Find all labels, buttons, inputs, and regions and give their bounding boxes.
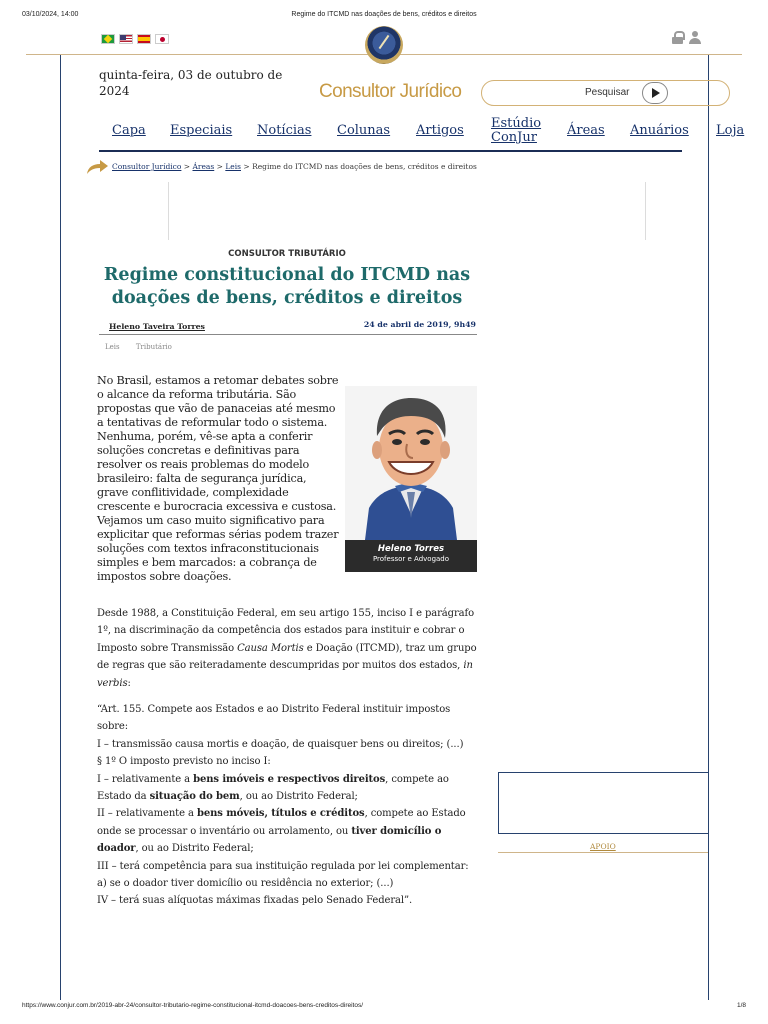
user-icon[interactable] xyxy=(689,31,701,44)
article-legal-quote xyxy=(97,701,477,910)
quote-text: , ou ao Distrito Federal; xyxy=(135,843,254,855)
quote-bold: bens imóveis e respectivos direitos xyxy=(193,773,386,785)
nav-loja[interactable]: Loja xyxy=(716,123,745,138)
article-kicker[interactable]: CONSULTOR TRIBUTÁRIO xyxy=(228,249,346,259)
search-box[interactable] xyxy=(481,80,730,106)
portrait-caption-name: Heleno Torres xyxy=(377,544,445,554)
ad-slot-border-right xyxy=(645,182,646,240)
flag-japan-icon[interactable] xyxy=(155,34,169,44)
sidebar-ad-box xyxy=(498,772,708,834)
tag-leis[interactable]: Leis xyxy=(105,343,120,351)
flag-spain-icon[interactable] xyxy=(137,34,151,44)
paragraph-text: : xyxy=(127,677,131,689)
nav-anuarios[interactable]: Anuários xyxy=(630,123,689,138)
breadcrumb-separator: > xyxy=(243,162,250,171)
nav-capa[interactable]: Capa xyxy=(112,123,146,138)
quote-line xyxy=(97,805,477,857)
paragraph-emphasis: Causa Mortis xyxy=(237,642,304,654)
frame-left-line xyxy=(60,55,61,1000)
quote-bold: tiver domicílio o doador xyxy=(97,825,442,855)
paragraph-text: Desde 1988, a Constituição Federal, em seu artigo 155, inciso I e parágrafo 1º, na discriminação da competência dos estados para instituir e cobrar o Imposto sobre Transmissão xyxy=(97,608,475,654)
portrait-caption-role: Professor e Advogado xyxy=(372,555,450,563)
brand-logo[interactable]: Consultor Jurídico xyxy=(319,81,462,102)
breadcrumb-current: Regime do ITCMD nas doações de bens, créditos e direitos xyxy=(252,162,477,171)
quote-text: , compete ao Estado da xyxy=(97,773,449,803)
search-label[interactable]: Pesquisar xyxy=(585,87,630,98)
paragraph-text: e Doação (ITCMD), traz um grupo de regras que são reiteradamente descumpridas por muitos dos estados, xyxy=(97,642,477,672)
nav-noticias[interactable]: Notícias xyxy=(257,123,312,138)
quote-text: , compete ao Estado onde se processar o inventário ou arrolamento, ou xyxy=(97,808,466,837)
byline-divider xyxy=(99,334,477,335)
frame-right-line xyxy=(708,55,709,1000)
nav-colunas[interactable]: Colunas xyxy=(337,123,391,138)
quote-line xyxy=(97,771,477,806)
flag-usa-icon[interactable] xyxy=(119,34,133,44)
quote-line: a) se o doador tiver domicílio ou residência no exterior; (...) xyxy=(97,878,394,890)
print-url: https://www.conjur.com.br/2019-abr-24/consultor-tributario-regime-constitucional-itcmd-doacoes-bens-creditos-direitos/ xyxy=(22,1002,364,1009)
breadcrumb-link-leis[interactable]: Leis xyxy=(225,162,241,171)
nav-underline xyxy=(99,150,682,152)
flag-brazil-icon[interactable] xyxy=(101,34,115,44)
lock-icon[interactable] xyxy=(672,31,683,44)
quote-line: I – transmissão causa mortis e doação, de quaisquer bens ou direitos; (...) xyxy=(97,738,464,750)
print-page-title: Regime do ITCMD nas doações de bens, créditos e direitos xyxy=(291,11,477,18)
sidebar-apoio-rule xyxy=(498,852,708,853)
quote-line: IV – terá suas alíquotas máximas fixadas pelo Senado Federal”. xyxy=(97,895,413,907)
quote-text: II – relativamente a xyxy=(97,808,197,820)
nav-areas[interactable]: Áreas xyxy=(567,123,605,138)
tag-tributario[interactable]: Tributário xyxy=(135,343,172,351)
quote-line: III – terá competência para sua instituição regulada por lei complementar: xyxy=(97,860,469,872)
article-paragraph xyxy=(97,605,477,692)
nav-artigos[interactable]: Artigos xyxy=(416,123,464,138)
article-title: Regime constitucional do ITCMD nas doações de bens, créditos e direitos xyxy=(103,265,471,308)
author-caricature-image xyxy=(345,386,477,540)
search-submit-button[interactable] xyxy=(642,82,668,104)
quote-text: , ou ao Distrito Federal; xyxy=(239,791,358,803)
breadcrumb-link-areas[interactable]: Áreas xyxy=(192,162,215,171)
paragraph-emphasis: in verbis xyxy=(97,660,473,689)
current-date: quinta-feira, 03 de outubro de 2024 xyxy=(99,68,283,98)
print-page-number: 1/8 xyxy=(736,1002,746,1009)
article-lead-paragraph: No Brasil, estamos a retomar debates sobre o alcance da reforma tributária. São propostas que vão de panaceias até mesmo a tentativas de reformular todo o sistema. Nenhuma, porém, vê-se apta a conferir soluções concretas e definitivas para resolver os reais problemas do modelo brasileiro: falta de segurança jurídica, grave conflitividade, complexidade crescente e burocracia excessiva e custosa. Vejamos um caso muito significativo para explicitar que reformas sérias podem trazer soluções com textos infraconstitucionais simples e bem marcados: a cobrança de impostos sobre doações. xyxy=(97,374,339,583)
quote-bold: situação do bem xyxy=(149,791,240,803)
quote-text: I – relativamente a xyxy=(97,773,194,785)
conjur-emblem-icon[interactable] xyxy=(365,26,403,64)
quote-line: “Art. 155. Compete aos Estados e ao Distrito Federal instituir impostos sobre: xyxy=(97,704,451,733)
quote-line: § 1º O imposto previsto no inciso I: xyxy=(97,756,271,768)
print-timestamp: 03/10/2024, 14:00 xyxy=(22,11,79,18)
nav-estudio-conjur[interactable]: Estúdio ConJur xyxy=(491,116,542,145)
breadcrumb-arrow-icon xyxy=(85,158,109,176)
language-flags xyxy=(101,34,169,44)
breadcrumb xyxy=(112,162,477,171)
quote-bold: bens móveis, títulos e créditos xyxy=(196,808,365,820)
account-icons xyxy=(672,31,701,44)
breadcrumb-link-home[interactable]: Consultor Jurídico xyxy=(112,162,182,171)
breadcrumb-separator: > xyxy=(216,162,223,171)
article-tags xyxy=(105,343,186,351)
sidebar-apoio-link[interactable]: APOIO xyxy=(590,842,616,851)
portrait-caption xyxy=(345,540,477,572)
nav-especiais[interactable]: Especiais xyxy=(170,123,233,138)
author-portrait xyxy=(345,386,477,572)
article-date: 24 de abril de 2019, 9h49 xyxy=(363,320,476,329)
breadcrumb-separator: > xyxy=(183,162,191,171)
ad-slot-border-left xyxy=(168,182,169,240)
article-author[interactable]: Heleno Taveira Torres xyxy=(109,322,205,331)
